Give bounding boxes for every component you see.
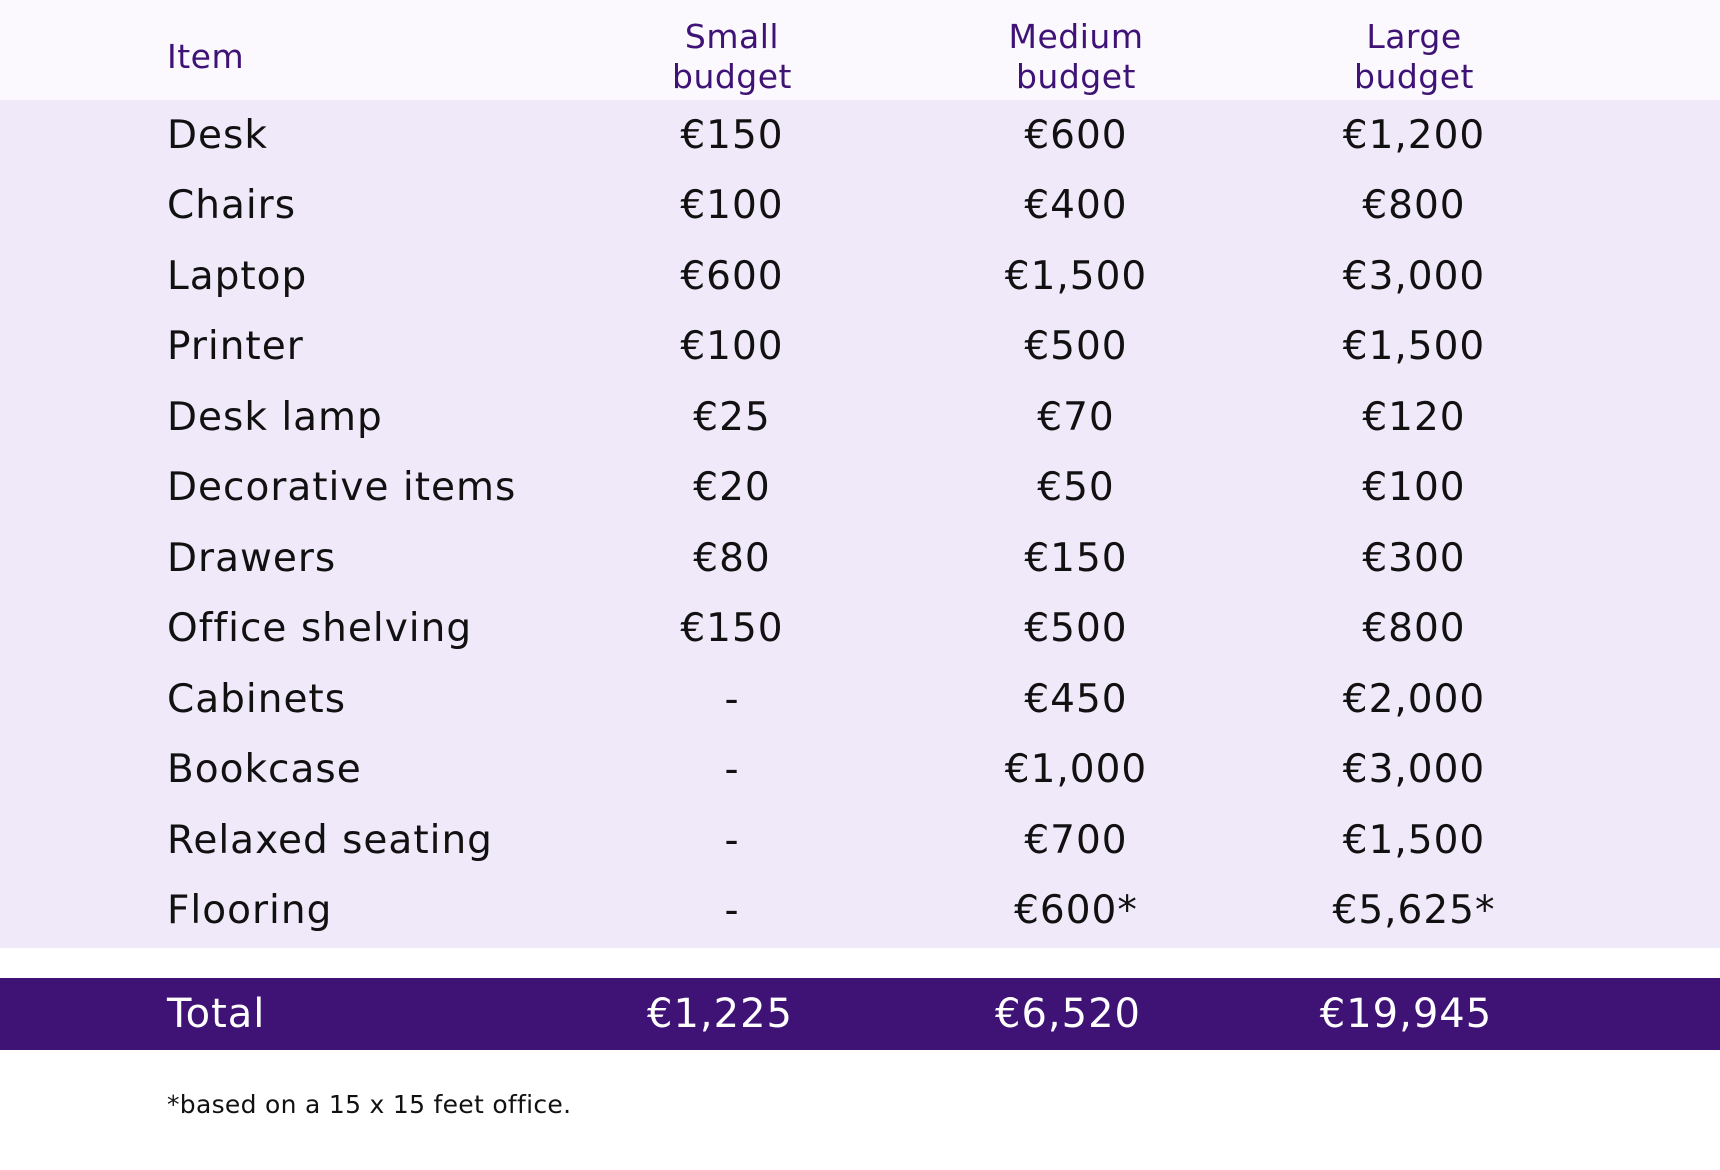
row-item: Cabinets: [167, 676, 347, 722]
table-row: [0, 382, 1720, 453]
table-row: [0, 876, 1720, 947]
row-medium: €600: [1024, 112, 1128, 158]
row-medium: €70: [1037, 394, 1115, 440]
row-medium: €700: [1024, 817, 1128, 863]
row-medium: €50: [1037, 465, 1115, 511]
row-medium: €1,500: [1004, 253, 1148, 299]
row-medium: €1,000: [1004, 747, 1148, 793]
row-large: €1,200: [1342, 112, 1486, 158]
row-item: Drawers: [167, 535, 337, 581]
row-small: €150: [680, 112, 784, 158]
row-medium: €150: [1024, 535, 1128, 581]
row-large: €800: [1362, 183, 1466, 229]
row-item: Printer: [167, 324, 304, 370]
row-item: Desk lamp: [167, 394, 383, 440]
row-large: €300: [1362, 535, 1466, 581]
table-row: [0, 594, 1720, 665]
header-large-budget: Large budget: [1354, 17, 1474, 96]
row-item: Bookcase: [167, 747, 362, 793]
header-medium-budget: Medium budget: [1008, 17, 1144, 96]
row-small: €100: [680, 183, 784, 229]
header-item: Item: [167, 37, 245, 76]
row-medium: €450: [1024, 676, 1128, 722]
footnote: *based on a 15 x 15 feet office.: [167, 1090, 572, 1119]
total-label: Total: [167, 991, 266, 1037]
row-large: €3,000: [1342, 253, 1486, 299]
table-row: [0, 241, 1720, 312]
table-header: [0, 0, 1720, 114]
total-medium: €6,520: [995, 991, 1141, 1037]
row-small: -: [724, 888, 740, 934]
row-item: Desk: [167, 112, 268, 158]
row-medium: €500: [1024, 606, 1128, 652]
row-item: Decorative items: [167, 465, 517, 511]
row-item: Laptop: [167, 253, 308, 299]
row-small: €100: [680, 324, 784, 370]
total-row: [0, 978, 1720, 1050]
row-medium: €600*: [1014, 888, 1138, 934]
table-row: [0, 664, 1720, 735]
total-large: €19,945: [1319, 991, 1493, 1037]
row-small: -: [724, 747, 740, 793]
row-small: -: [724, 817, 740, 863]
table-row: [0, 735, 1720, 806]
table-row: [0, 453, 1720, 524]
row-item: Chairs: [167, 183, 297, 229]
row-medium: €400: [1024, 183, 1128, 229]
row-large: €100: [1362, 465, 1466, 511]
table-body: [0, 100, 1720, 948]
row-large: €1,500: [1342, 817, 1486, 863]
row-large: €5,625*: [1332, 888, 1496, 934]
table-row: [0, 312, 1720, 383]
row-small: €25: [693, 394, 771, 440]
row-item: Office shelving: [167, 606, 473, 652]
table-row: [0, 523, 1720, 594]
row-large: €2,000: [1342, 676, 1486, 722]
row-item: Relaxed seating: [167, 817, 493, 863]
header-small-budget: Small budget: [672, 17, 792, 96]
table-row: [0, 171, 1720, 242]
table-rows: [0, 100, 1720, 946]
table-row: [0, 805, 1720, 876]
row-small: €600: [680, 253, 784, 299]
row-large: €800: [1362, 606, 1466, 652]
row-large: €3,000: [1342, 747, 1486, 793]
row-item: Flooring: [167, 888, 333, 934]
row-large: €120: [1362, 394, 1466, 440]
table-row: [0, 100, 1720, 171]
row-medium: €500: [1024, 324, 1128, 370]
row-large: €1,500: [1342, 324, 1486, 370]
row-small: -: [724, 676, 740, 722]
row-small: €150: [680, 606, 784, 652]
total-small: €1,225: [647, 991, 793, 1037]
row-small: €80: [693, 535, 771, 581]
row-small: €20: [693, 465, 771, 511]
